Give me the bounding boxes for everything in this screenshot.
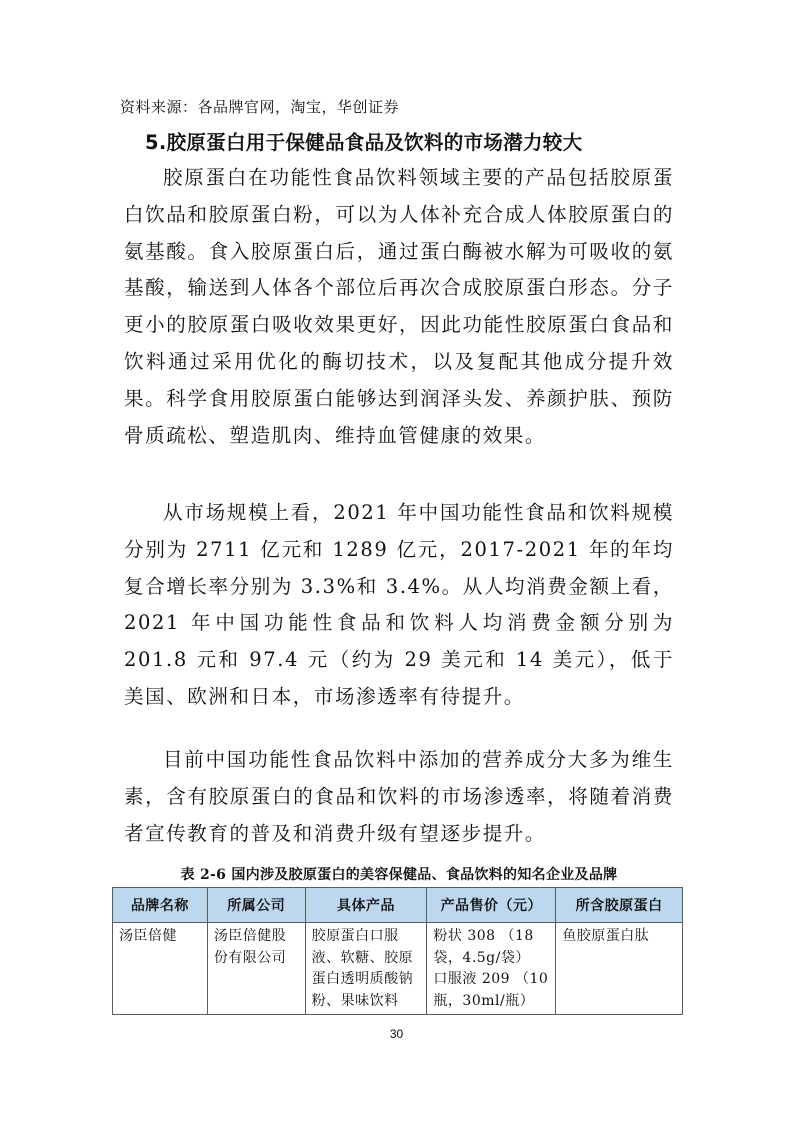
cell-company: 汤臣倍健股份有限公司 [207,923,305,1015]
cell-collagen-type: 鱼胶原蛋白肽 [556,923,683,1015]
source-note: 资料来源：各品牌官网，淘宝，华创证券 [120,98,400,116]
section-heading: 5.胶原蛋白用于保健品食品及饮料的市场潜力较大 [145,131,583,154]
page-number: 30 [389,1027,404,1041]
table-header-row [113,888,683,923]
header-price: 产品售价（元） [427,888,556,923]
table-row [113,923,683,1015]
cell-price: 粉状 308 （18 袋，4.5g/袋） 口服液 209 （10 瓶，30ml/瓶） [427,923,556,1015]
paragraph-collagen-products: 胶原蛋白在功能性食品饮料领域主要的产品包括胶原蛋白饮品和胶原蛋白粉，可以为人体补充合成人体胶原蛋白的氨基酸。食入胶原蛋白后，通过蛋白酶被水解为可吸收的氨基酸，输送到人体各个部位后再次合成胶原蛋白形态。分子更小的胶原蛋白吸收效果更好，因此功能性胶原蛋白食品和饮料通过采用优化的酶切技术，以及复配其他成分提升效果。科学食用胶原蛋白能够达到润泽头发、养颜护肤、预防骨质疏松、塑造肌肉、维持血管健康的效果。 [124,166,674,447]
header-brand-name: 品牌名称 [113,888,208,923]
cell-brand-name: 汤臣倍健 [113,923,208,1015]
table-caption: 表 2-6 国内涉及胶原蛋白的美容保健品、食品饮料的知名企业及品牌 [180,867,618,883]
cell-products: 胶原蛋白口服液、软糖、胶原蛋白透明质酸钠粉、果味饮料 [305,923,427,1015]
brand-table [112,887,683,1015]
paragraph-market-outlook: 目前中国功能性食品饮料中添加的营养成分大多为维生素，含有胶原蛋白的食品和饮料的市场渗透率，将随着消费者宣传教育的普及和消费升级有望逐步提升。 [124,748,674,845]
paragraph-market-size: 从市场规模上看，2021 年中国功能性食品和饮料规模分别为 2711 亿元和 1289 亿元，2017-2021 年的年均复合增长率分别为 3.3%和 3.4%。从人均消费金额上看，2021 年中国功能性食品和饮料人均消费金额分别为 201.8 元和 97.4 元（约为 29 美元和 14 美元），低于美国、欧洲和日本，市场渗透率有待提升。 [124,501,674,708]
header-collagen-type: 所含胶原蛋白 [556,888,683,923]
header-company: 所属公司 [207,888,305,923]
header-products: 具体产品 [305,888,427,923]
